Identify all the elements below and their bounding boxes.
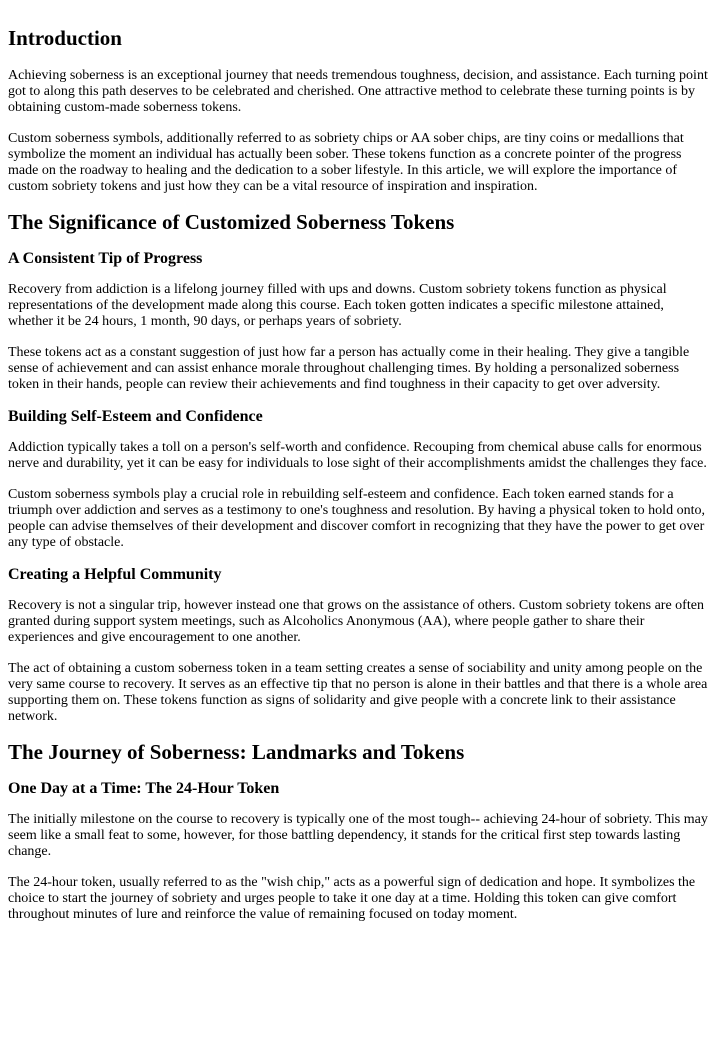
- paragraph: The act of obtaining a custom soberness token in a team setting creates a sense of sociability and unity among people on the very same course to recovery. It serves as an effective tip that no person is alone in their battles and that there is a whole area supporting them on. These tokens function as signs of solidarity and give people with a concrete link to their assistance network.: [8, 661, 708, 724]
- subsection-heading-community: Creating a Helpful Community: [8, 566, 222, 583]
- paragraph: Addiction typically takes a toll on a person's self-worth and confidence. Recouping from chemical abuse calls for enormous nerve and durability, yet it can be easy for individuals to lose sight of their accomplishments amidst the challenges they face.: [8, 440, 707, 471]
- paragraph: Recovery from addiction is a lifelong journey filled with ups and downs. Custom sobriety tokens function as physical representations of the development made along this course. Each token gotten indicates a specific milestone attained, whether it be 24 hours, 1 month, 90 days, or perhaps years of sobriety.: [8, 282, 667, 329]
- paragraph: These tokens act as a constant suggestion of just how far a person has actually come in their healing. They give a tangible sense of achievement and can assist enhance morale throughout challenging times. By holding a personalized soberness token in their hands, people can review their achievements and find toughness in their capacity to get over adversity.: [8, 345, 690, 392]
- section-heading-significance: The Significance of Customized Soberness Tokens: [8, 210, 455, 234]
- paragraph: Custom soberness symbols, additionally referred to as sobriety chips or AA sober chips, are tiny coins or medallions that symbolize the moment an individual has actually been sober. These tokens function as a concrete pointer of the progress made on the roadway to healing and the dedication to a sober lifestyle. In this article, we will explore the importance of custom sobriety tokens and just how they can be a vital resource of inspiration and inspiration.: [8, 131, 684, 194]
- section-heading-journey: The Journey of Soberness: Landmarks and Tokens: [8, 740, 465, 764]
- subsection-heading-progress: A Consistent Tip of Progress: [8, 250, 203, 267]
- paragraph: Achieving soberness is an exceptional journey that needs tremendous toughness, decision, and assistance. Each turning point got to along this path deserves to be celebrated and cherished. One attractive method to celebrate these turning points is by obtaining custom-made soberness tokens.: [8, 68, 708, 115]
- paragraph: Recovery is not a singular trip, however instead one that grows on the assistance of others. Custom sobriety tokens are often granted during support system meetings, such as Alcoholics Anonymous (AA), where people gather to share their experiences and give encouragement to one another.: [8, 598, 704, 645]
- paragraph: The initially milestone on the course to recovery is typically one of the most tough-- achieving 24-hour of sobriety. This may seem like a small feat to some, however, for those battling dependency, it stands for the critical first step towards lasting change.: [8, 812, 708, 859]
- subsection-heading-self-esteem: Building Self-Esteem and Confidence: [8, 408, 263, 425]
- paragraph: The 24-hour token, usually referred to as the "wish chip," acts as a powerful sign of dedication and hope. It symbolizes the choice to start the journey of sobriety and urges people to take it one day at a time. Holding this token can give comfort throughout minutes of lure and reinforce the value of remaining focused on today moment.: [8, 875, 696, 922]
- section-heading-introduction: Introduction: [8, 26, 122, 50]
- subsection-heading-24-hour-token: One Day at a Time: The 24-Hour Token: [8, 780, 280, 797]
- article: [0, 25, 720, 923]
- paragraph: Custom soberness symbols play a crucial role in rebuilding self-esteem and confidence. Each token earned stands for a triumph over addiction and serves as a testimony to one's toughness and resolution. By having a physical token to hold onto, people can advise themselves of their development and discover comfort in recognizing that they have the power to get over any type of obstacle.: [8, 487, 705, 550]
